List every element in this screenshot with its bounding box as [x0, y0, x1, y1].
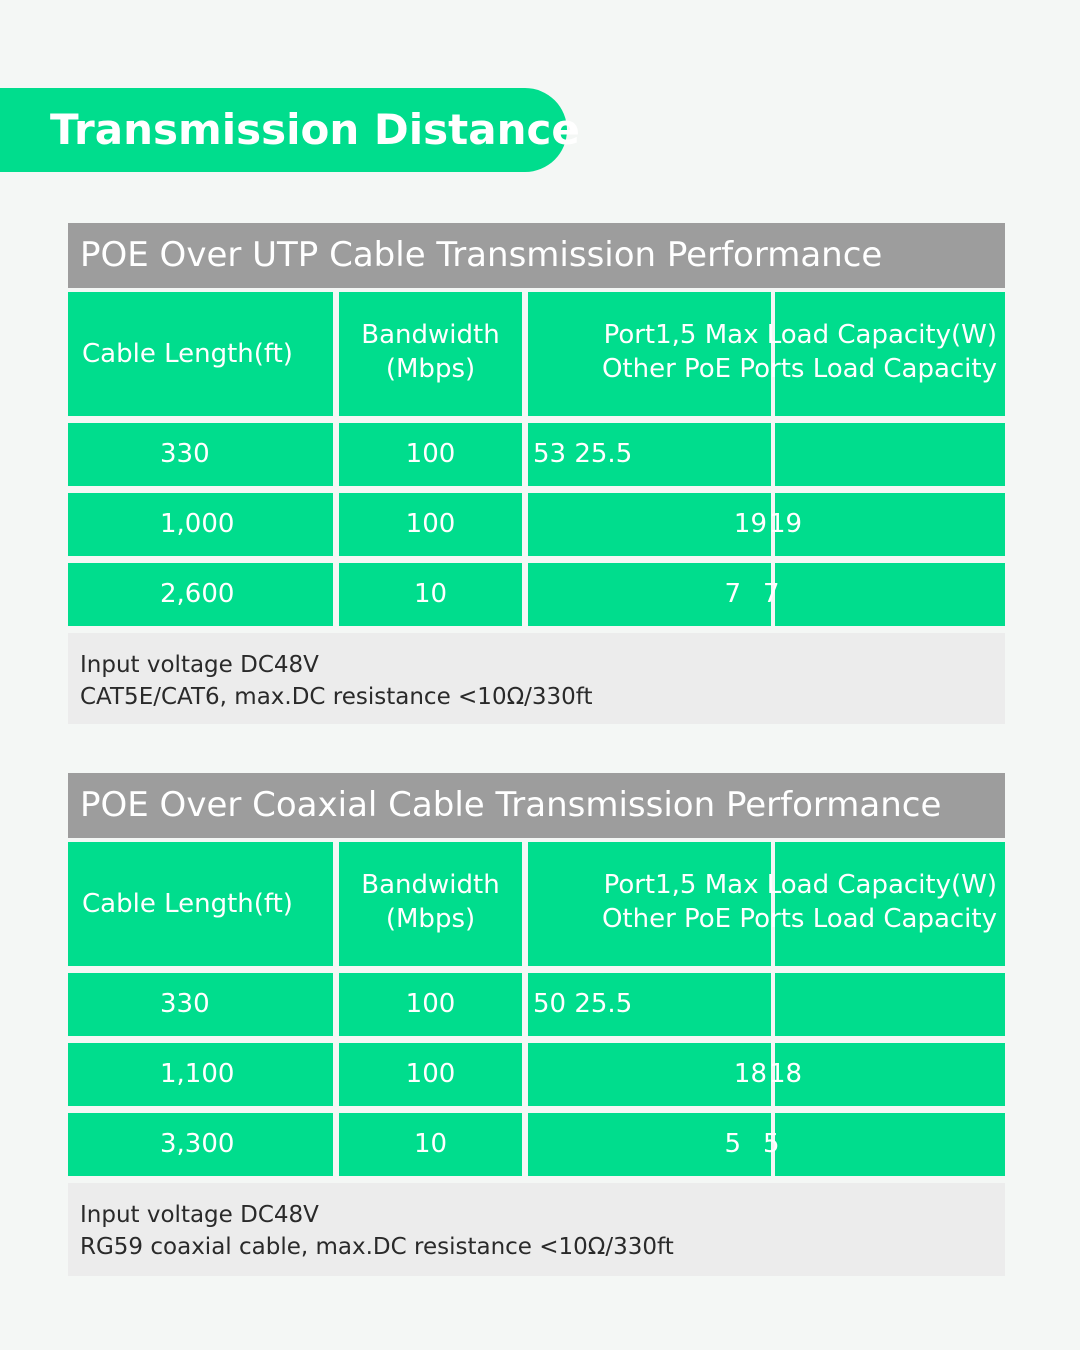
coax-header-port15-label: Port1,5 Max Load Capacity(W)	[603, 870, 997, 900]
utp-table-title: POE Over UTP Cable Transmission Performance	[80, 235, 883, 275]
coax-header-other-label: Other PoE Ports Load Capacity	[601, 904, 997, 934]
table-row	[339, 423, 522, 486]
utp-header-port15-label: Port1,5 Max Load Capacity(W)	[603, 320, 997, 350]
coax-header-load-overlay	[528, 842, 1005, 966]
utp-r2-other: 19	[769, 509, 803, 539]
table-row	[68, 973, 333, 1036]
coax-header-bandwidth	[339, 842, 522, 966]
coax-r2-length: 1,100	[160, 1059, 235, 1089]
coax-notes	[68, 1183, 1005, 1276]
utp-header-length-label: Cable Length(ft)	[82, 339, 293, 369]
coax-r3-port15: 5	[724, 1129, 741, 1159]
coax-note-cable: RG59 coaxial cable, max.DC resistance <10Ω/330ft	[80, 1234, 674, 1260]
table-row	[528, 563, 771, 626]
coax-r1-port15: 50 25.5	[533, 989, 633, 1019]
table-row	[528, 1043, 771, 1106]
coax-r2-bandwidth: 100	[405, 1059, 456, 1089]
table-row	[68, 493, 333, 556]
coax-header-length	[68, 842, 333, 966]
table-row	[769, 493, 1005, 556]
table-row	[528, 493, 771, 556]
coax-table-title: POE Over Coaxial Cable Transmission Performance	[80, 785, 942, 825]
utp-r1-length: 330	[160, 439, 210, 469]
utp-r2-length: 1,000	[160, 509, 235, 539]
coax-r3-length: 3,300	[160, 1129, 235, 1159]
utp-r3-other: 7	[763, 579, 780, 609]
coax-table-title-bar	[68, 773, 1005, 838]
utp-notes	[68, 633, 1005, 724]
utp-note-voltage: Input voltage DC48V	[80, 652, 319, 678]
coax-header-length-label: Cable Length(ft)	[82, 889, 293, 919]
utp-r3-bandwidth: 10	[413, 579, 448, 609]
utp-header-load-overlay	[528, 292, 1005, 416]
table-row	[775, 973, 1005, 1036]
coax-r1-length: 330	[160, 989, 210, 1019]
coax-r1-bandwidth: 100	[405, 989, 456, 1019]
table-row	[339, 1113, 522, 1176]
utp-header-length	[68, 292, 333, 416]
table-row	[528, 423, 771, 486]
table-row	[775, 423, 1005, 486]
page-title-banner	[0, 88, 580, 172]
coax-note-voltage: Input voltage DC48V	[80, 1202, 319, 1228]
utp-note-cable: CAT5E/CAT6, max.DC resistance <10Ω/330ft	[80, 684, 593, 710]
utp-header-bandwidth	[339, 292, 522, 416]
utp-header-bandwidth-label: Bandwidth (Mbps)	[361, 320, 500, 384]
coax-header-load-label	[527, 868, 997, 936]
coax-r3-other: 5	[763, 1129, 780, 1159]
coax-r2-port15: 18	[733, 1059, 767, 1089]
utp-table-title-bar	[68, 223, 1005, 288]
table-row	[763, 1113, 1005, 1176]
table-row	[528, 973, 771, 1036]
table-row	[763, 563, 1005, 626]
table-row	[339, 1043, 522, 1106]
utp-r2-bandwidth: 100	[405, 509, 456, 539]
utp-r3-length: 2,600	[160, 579, 235, 609]
coax-r2-other: 18	[769, 1059, 803, 1089]
utp-header-load-label	[527, 318, 997, 386]
table-row	[769, 1043, 1005, 1106]
table-row	[339, 493, 522, 556]
table-row	[528, 1113, 771, 1176]
page-title: Transmission Distance	[50, 105, 580, 154]
table-row	[68, 563, 333, 626]
coax-r3-bandwidth: 10	[413, 1129, 448, 1159]
utp-r1-bandwidth: 100	[405, 439, 456, 469]
utp-r2-port15: 19	[733, 509, 767, 539]
utp-r1-port15: 53 25.5	[533, 439, 633, 469]
table-row	[68, 1113, 333, 1176]
table-row	[339, 563, 522, 626]
table-row	[68, 1043, 333, 1106]
table-row	[339, 973, 522, 1036]
coax-header-bandwidth-label: Bandwidth (Mbps)	[361, 870, 500, 934]
utp-header-other-label: Other PoE Ports Load Capacity	[601, 354, 997, 384]
table-row	[68, 423, 333, 486]
utp-r3-port15: 7	[724, 579, 741, 609]
